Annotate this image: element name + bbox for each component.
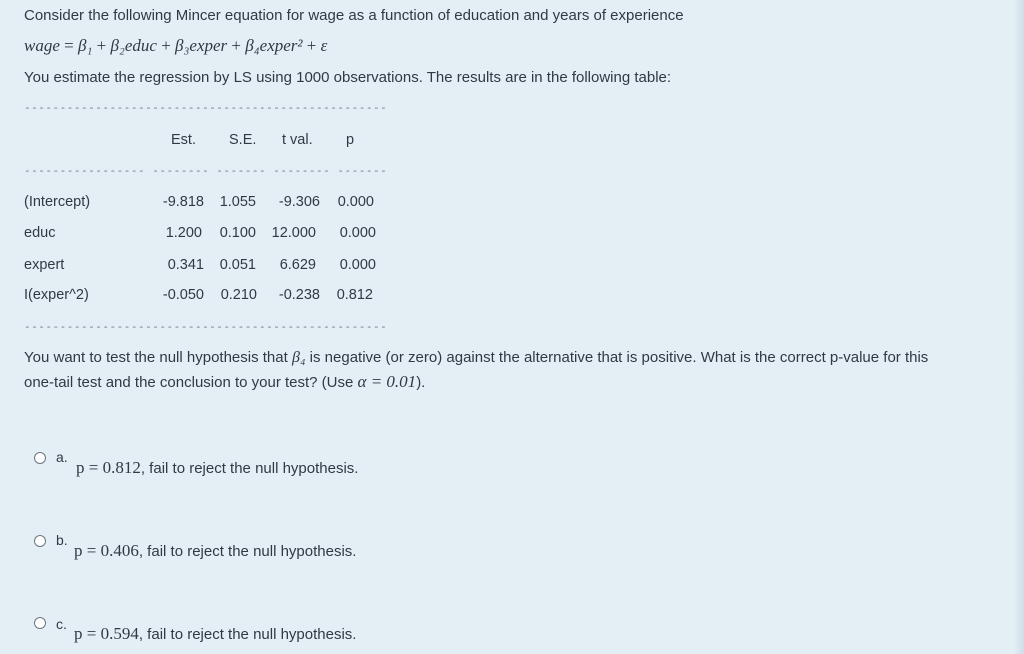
option-letter: a. — [56, 449, 68, 465]
row-name: I(exper^2) — [24, 287, 89, 303]
radio-option-c[interactable] — [34, 617, 46, 629]
scrollbar-edge[interactable] — [1014, 0, 1024, 654]
row-name: (Intercept) — [24, 194, 91, 210]
option-letter: b. — [56, 532, 68, 548]
row-t: -0.238 — [278, 287, 320, 303]
col-header-tval: t val. — [282, 132, 313, 148]
row-t: 6.629 — [279, 257, 316, 273]
row-name: educ — [24, 225, 56, 241]
row-t: 12.000 — [271, 225, 316, 241]
option-letter: c. — [56, 616, 67, 632]
option-p-value: p = 0.406 — [74, 541, 139, 560]
row-p: 0.000 — [339, 225, 376, 241]
equation-lhs: wage — [24, 36, 60, 55]
option-text[interactable]: p = 0.812, fail to reject the null hypothesis. — [76, 458, 359, 477]
row-t: -9.306 — [278, 194, 320, 210]
test-question-line1: You want to test the null hypothesis that β₄ is negative (or zero) against the alternative that is positive. What is the correct p-value for this — [24, 349, 929, 366]
col-header-p: p — [346, 132, 355, 148]
estimate-text: You estimate the regression by LS using 1000 observations. The results are in the following table: — [24, 69, 672, 86]
table-separator-bottom: --------------------------------------------------- — [24, 320, 388, 333]
test-question-line2: one-tail test and the conclusion to your test? (Use α = 0.01). — [24, 372, 426, 391]
question-intro: Consider the following Mincer equation for wage as a function of education and years of experience — [24, 7, 684, 24]
row-est: -0.050 — [162, 287, 204, 303]
row-est: -9.818 — [162, 194, 204, 210]
row-p: 0.812 — [336, 287, 373, 303]
table-separator-top: --------------------------------------------------- — [24, 101, 388, 114]
option-text[interactable]: p = 0.406, fail to reject the null hypothesis. — [74, 541, 357, 560]
row-se: 1.055 — [219, 194, 256, 210]
row-se: 0.210 — [220, 287, 257, 303]
table-column-rule: ----------------- -------- ------- -------- ------- — [24, 164, 388, 177]
row-est: 0.341 — [167, 257, 204, 273]
beta4-symbol: β₄ — [291, 349, 306, 366]
option-p-value: p = 0.594 — [74, 624, 139, 643]
option-p-value: p = 0.812 — [76, 458, 141, 477]
radio-option-a[interactable] — [34, 452, 46, 464]
row-p: 0.000 — [339, 257, 376, 273]
col-header-est: Est. — [171, 132, 196, 148]
alpha-expression: α = 0.01 — [357, 372, 417, 391]
row-se: 0.100 — [219, 225, 256, 241]
row-se: 0.051 — [219, 257, 256, 273]
row-p: 0.000 — [337, 194, 374, 210]
col-header-se: S.E. — [229, 132, 257, 148]
row-est: 1.200 — [165, 225, 202, 241]
option-text[interactable]: p = 0.594, fail to reject the null hypothesis. — [74, 624, 357, 643]
mincer-equation: wage = β₁ + β₂educ + β₃exper + β₄exper² + ε — [24, 36, 328, 55]
row-name: expert — [24, 257, 65, 273]
radio-option-b[interactable] — [34, 535, 46, 547]
